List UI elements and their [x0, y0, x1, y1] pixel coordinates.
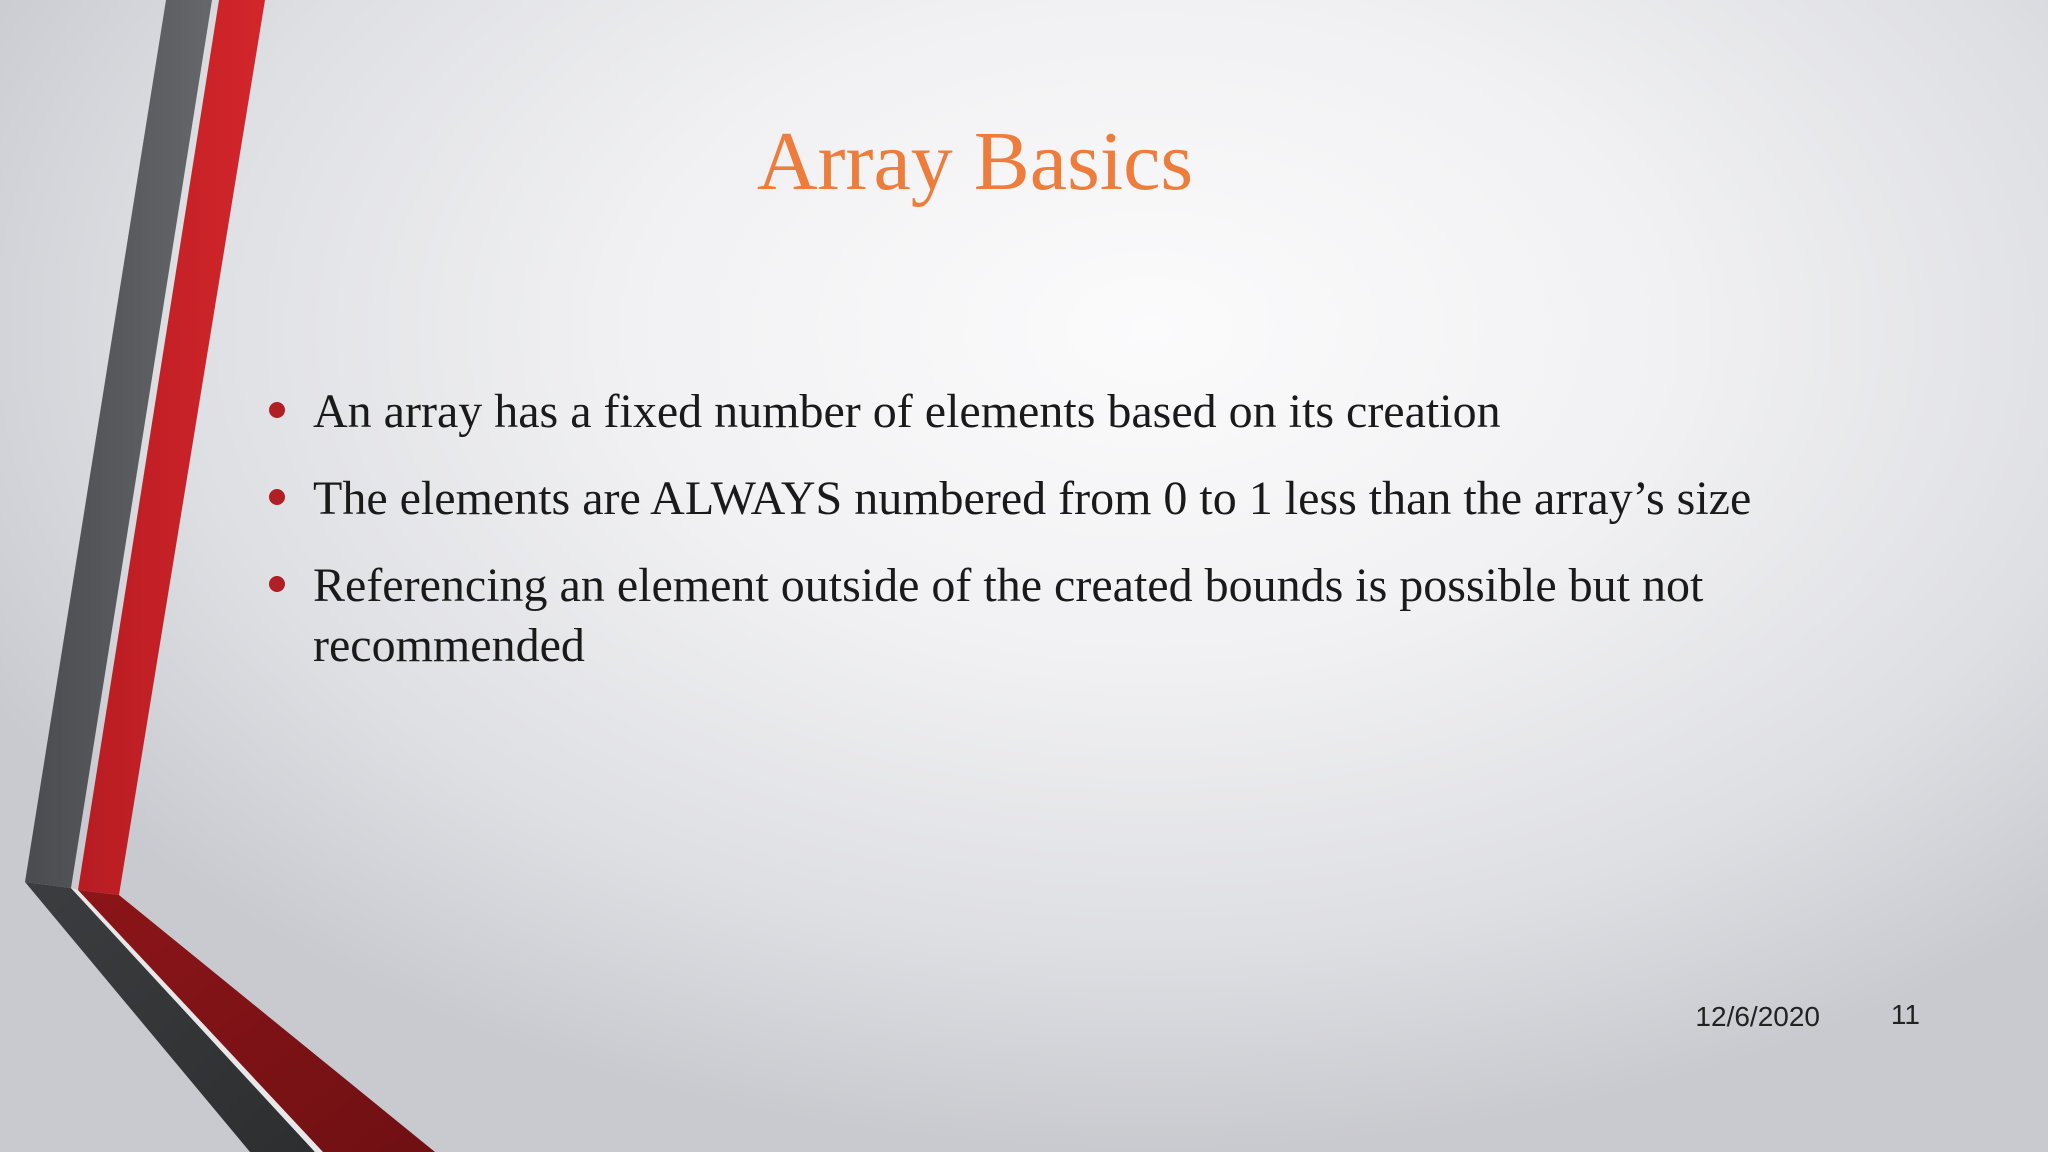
bullet-icon: [269, 576, 285, 592]
slide-title: Array Basics: [756, 115, 1194, 208]
gray-diagonal-stripe: [25, 882, 315, 1152]
bullet-text: An array has a fixed number of elements based on its creation: [313, 385, 1501, 438]
bullet-item: [265, 556, 1905, 676]
bullet-text: The elements are ALWAYS numbered from 0 to 1 less than the array’s size: [313, 472, 1752, 525]
bullet-text: Referencing an element outside of the created bounds is possible but not recommended: [313, 559, 1704, 672]
bullet-icon: [269, 489, 285, 505]
light-sliver: [71, 888, 323, 1152]
bullet-icon: [269, 402, 285, 418]
bullet-item: [265, 382, 1905, 442]
footer-date: 12/6/2020: [1695, 1001, 1820, 1032]
bullet-item: [265, 469, 1905, 529]
slide-number: 11: [1890, 999, 1920, 1030]
bullet-list: [265, 382, 1905, 703]
